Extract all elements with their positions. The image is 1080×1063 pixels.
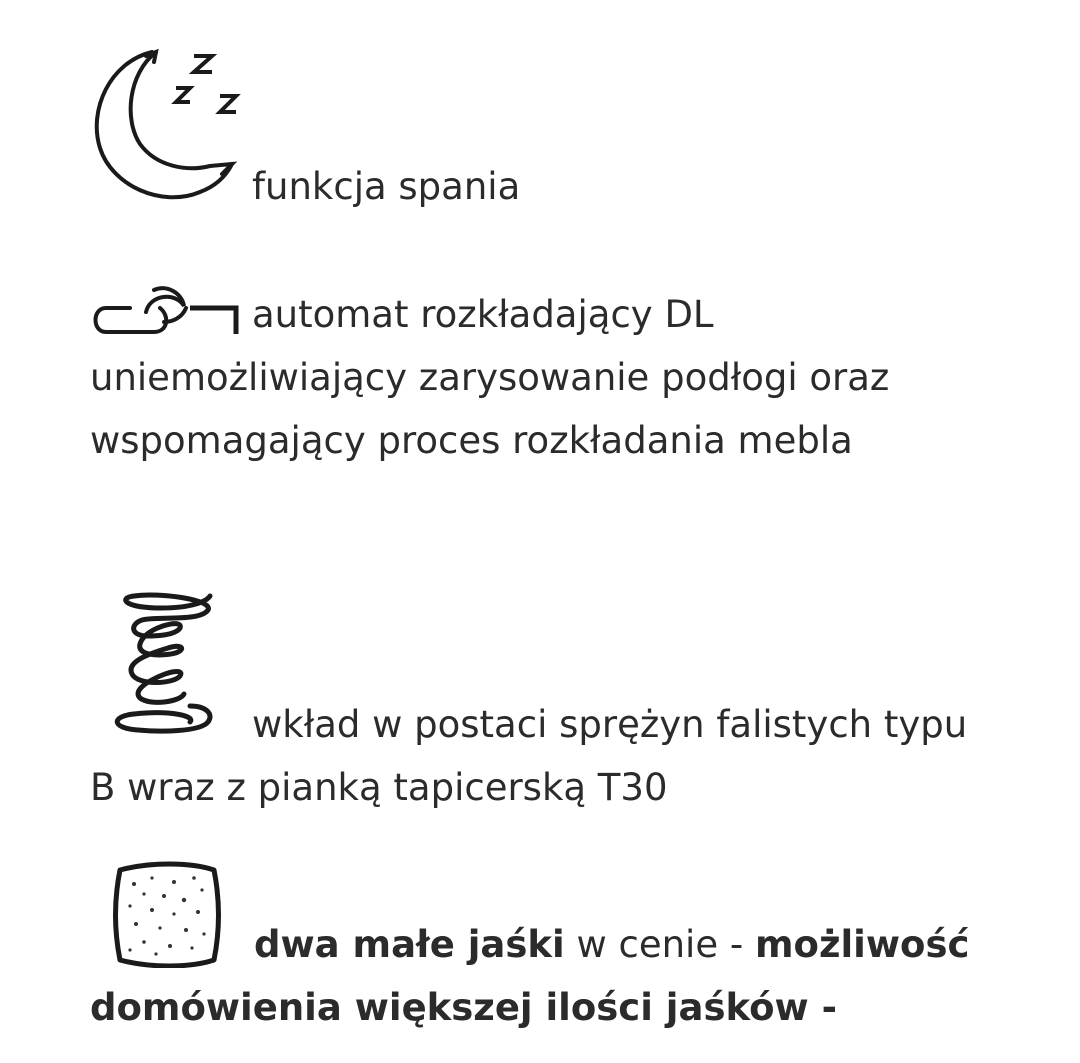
feature-text-bold: możliwość domówienia większej ilości jaśków - (90, 923, 970, 1029)
feature-text: funkcja spania (252, 165, 521, 208)
moon-zzz-icon (90, 40, 242, 210)
feature-wavy-springs (90, 588, 990, 819)
sofa-unfold-mechanism-icon (90, 280, 242, 340)
feature-text: w cenie - (564, 923, 755, 966)
feature-text-bold: dwa małe jaśki (254, 923, 565, 966)
feature-text: wkład w postaci sprężyn falistych typu B wraz z pianką tapicerską T30 (90, 703, 968, 809)
feature-cushions (90, 860, 990, 1039)
foam-block-icon (90, 860, 244, 968)
feature-text: automat rozkładający DL uniemożliwiający zarysowanie podłogi oraz wspomagający proces rozkładania mebla (90, 293, 890, 462)
feature-auto-unfold (90, 280, 990, 472)
feature-sleep-function (90, 40, 990, 218)
wavy-spring-icon (90, 588, 242, 748)
